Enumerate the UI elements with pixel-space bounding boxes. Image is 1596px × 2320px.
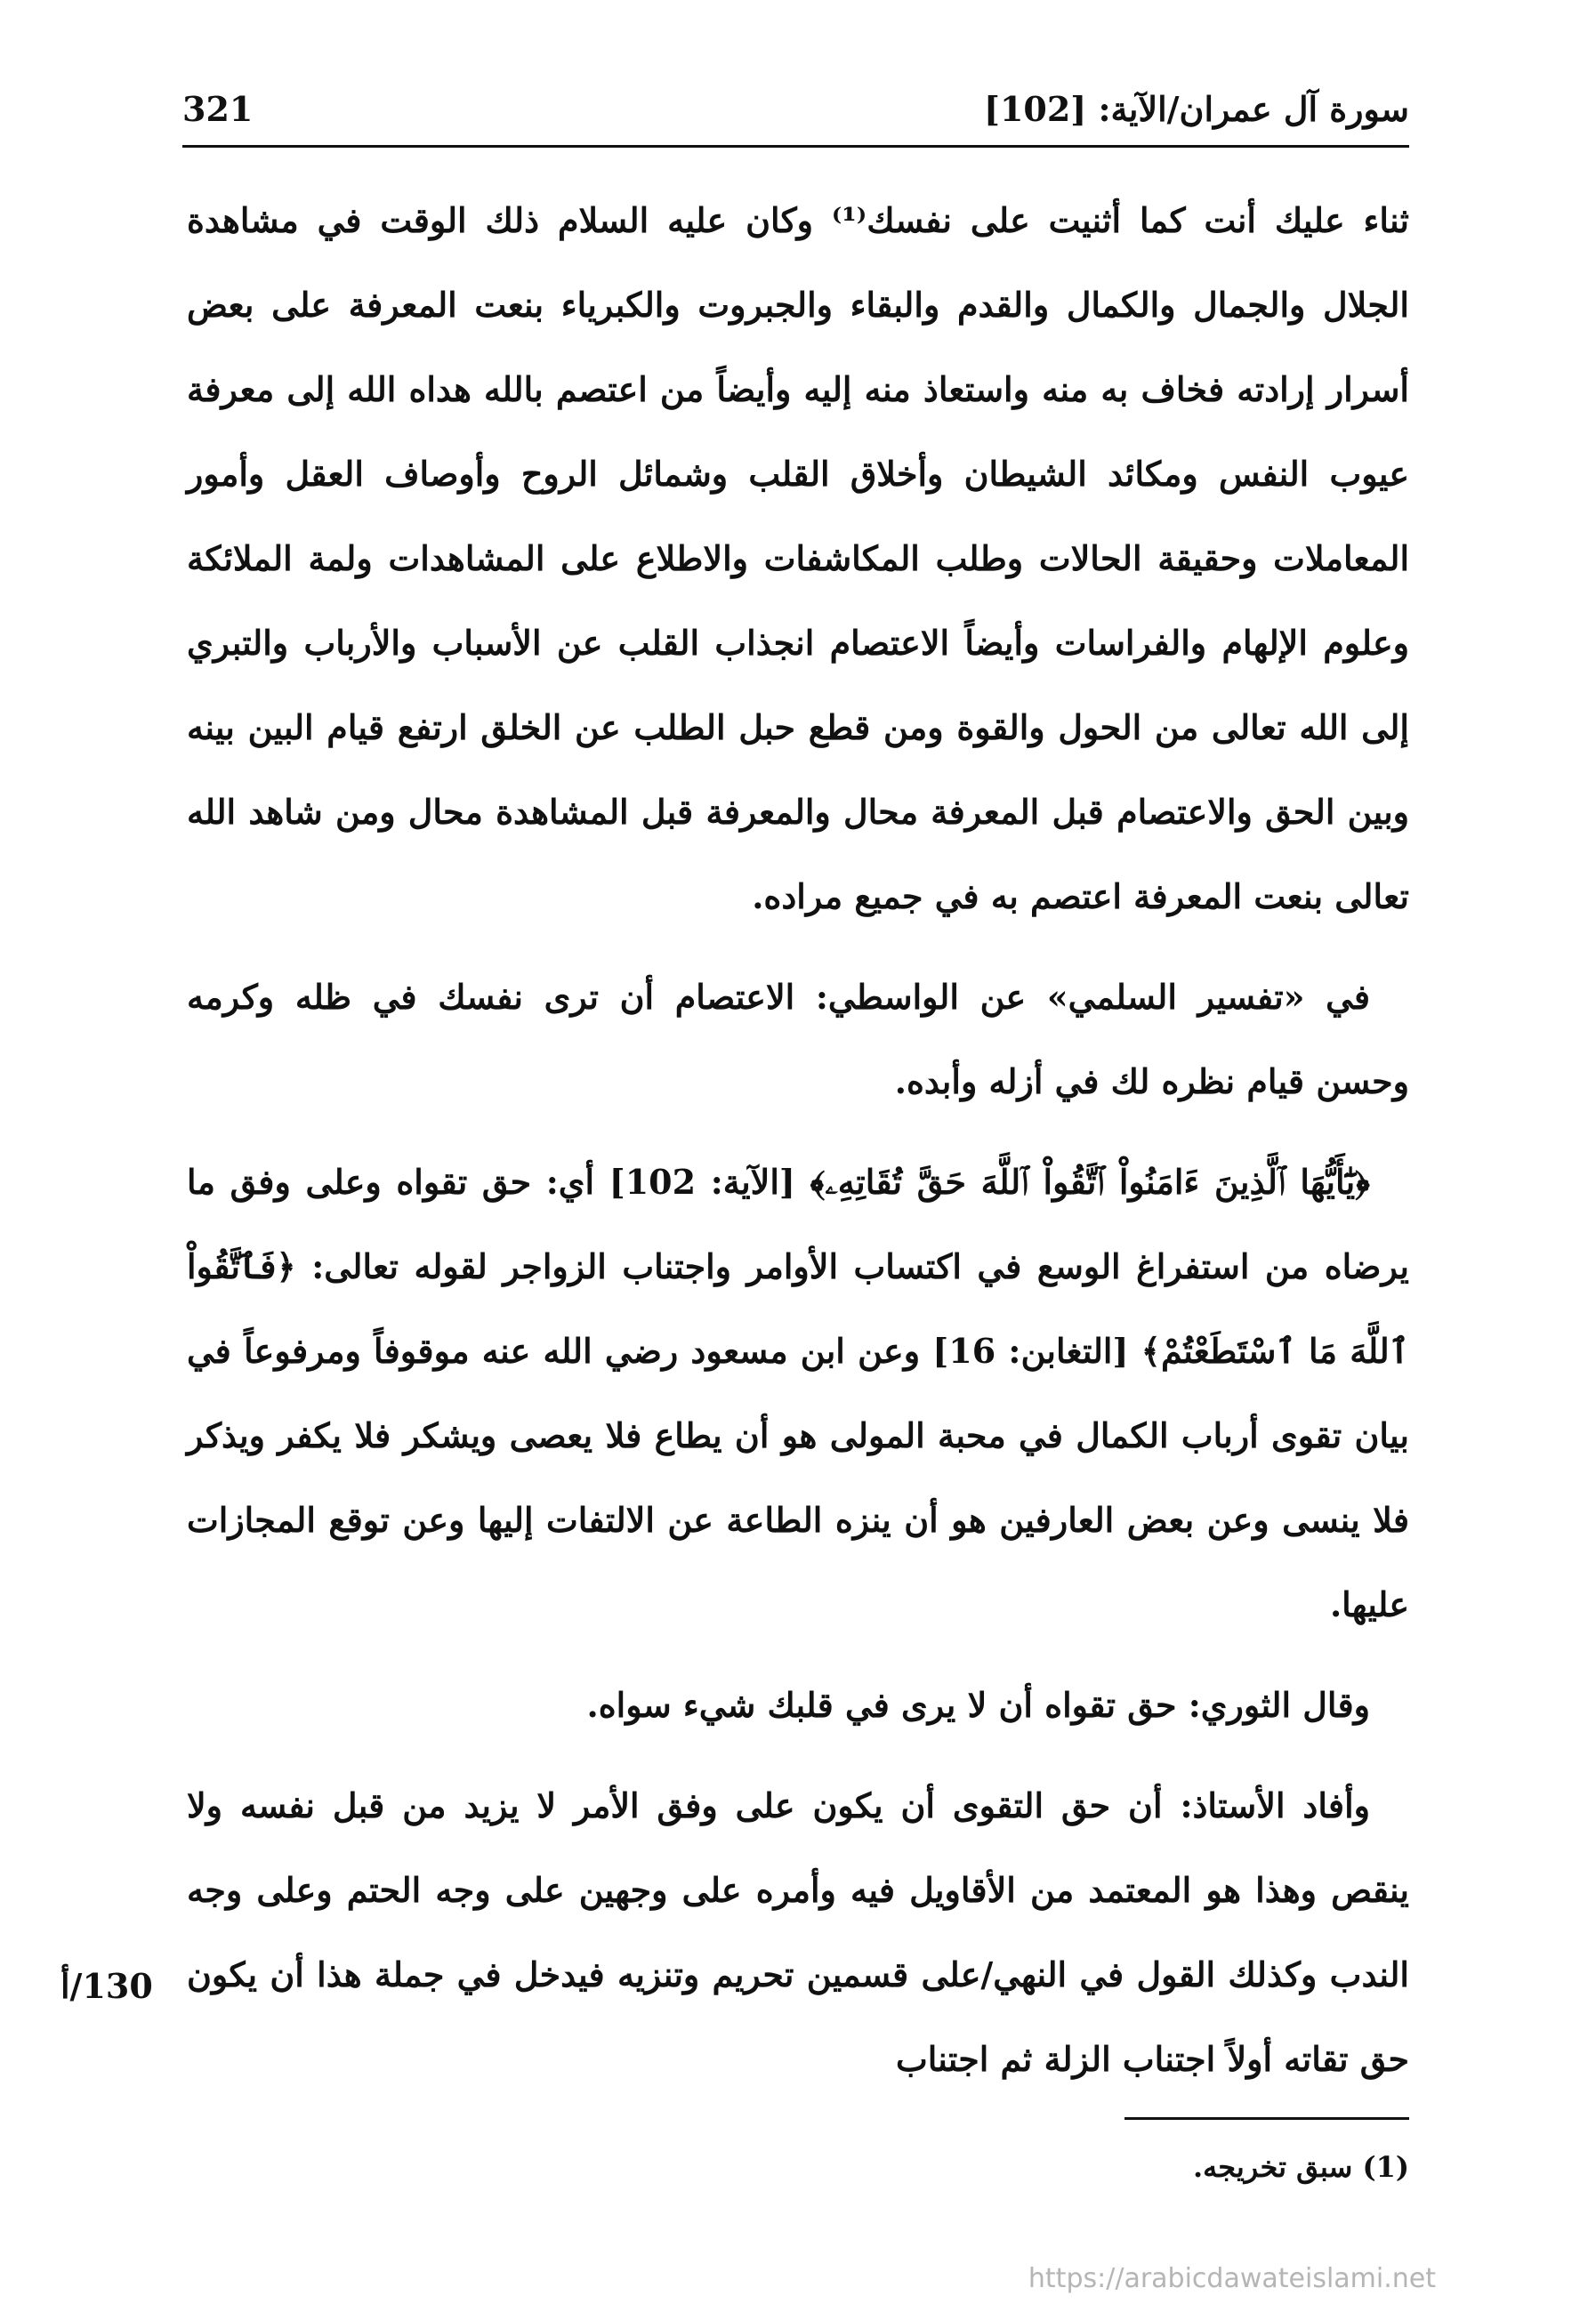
paragraph-ustadh-quote: وأفاد الأستاذ: أن حق التقوى أن يكون على وفق الأمر لا يزيد من قبل نفسه ولا ينقص وهذا هو المعتمد من الأقاويل فيه وأمره على وجهين على وجه الحتم وعلى وجه الندب وكذلك القول في النهي/على قسمين تحريم وتنزيه فيدخل في جملة هذا أن يكون حق تقاته أولاً اجتناب الزلة ثم اجتناب [187, 1785, 1409, 2079]
main-text [187, 178, 1409, 2101]
page-header [182, 85, 1409, 141]
paragraph-sulami-quote: في «تفسير السلمي» عن الواسطي: الاعتصام أن ترى نفسك في ظله وكرمه وحسن قيام نظره لك في أزله وأبده. [187, 977, 1409, 1101]
footnote: (1) سبق تخريجه. [1192, 2150, 1409, 2184]
manuscript-folio-marker: 130/أ [60, 1966, 153, 2006]
running-title: سورة آل عمران/الآية: [102] [983, 89, 1409, 129]
site-watermark: https://arabicdawateislami.net [1028, 2263, 1436, 2294]
paragraph-verse-102: ﴿يَٰٓأَيُّهَا ٱلَّذِينَ ءَامَنُواْ ٱتَّقُواْ ٱللَّهَ حَقَّ تُقَاتِهِۦ﴾ [الآية: 102] أي: حق تقواه وعلى وفق ما يرضاه من استفراغ الوسع في اكتساب الأوامر واجتناب الزواجر لقوله تعالى: ﴿فَٱتَّقُواْ ٱللَّهَ مَا ٱسْتَطَعْتُمْ﴾ [التغابن: 16] وعن ابن مسعود رضي الله عنه موقوفاً ومرفوعاً في بيان تقوى أرباب الكمال في محبة المولى هو أن يطاع فلا يعصى ويشكر فلا يكفر ويذكر فلا ينسى وعن بعض العارفين هو أن ينزه الطاعة عن الالتفات إليها وعن توقع المجازات عليها. [187, 1162, 1410, 1624]
paragraph-thawri-quote: وقال الثوري: حق تقواه أن لا يرى في قلبك شيء سواه. [586, 1685, 1370, 1725]
header-divider [182, 145, 1409, 148]
paragraph-commentary: ثناء عليك أنت كما أثنيت على نفسك⁽¹⁾ وكان عليه السلام ذلك الوقت في مشاهدة الجلال والجمال والكمال والقدم والبقاء والجبروت والكبرياء بنعت المعرفة على بعض أسرار إرادته فخاف به منه واستعاذ منه إليه وأيضاً من اعتصم بالله هداه الله إلى معرفة عيوب النفس ومكائد الشيطان وأخلاق القلب وشمائل الروح وأوصاف العقل وأمور المعاملات وحقيقة الحالات وطلب المكاشفات والاطلاع على المشاهدات ولمة الملائكة وعلوم الإلهام والفراسات وأيضاً الاعتصام انجذاب القلب عن الأسباب والأرباب والتبري إلى الله تعالى من الحول والقوة ومن قطع حبل الطلب عن الخلق ارتفع قيام البين بينه وبين الحق والاعتصام قبل المعرفة محال والمعرفة قبل المشاهدة محال ومن شاهد الله تعالى بنعت المعرفة اعتصم به في جميع مراده. [187, 200, 1410, 916]
page-number: 321 [182, 89, 254, 129]
footnote-divider [1124, 2117, 1409, 2120]
